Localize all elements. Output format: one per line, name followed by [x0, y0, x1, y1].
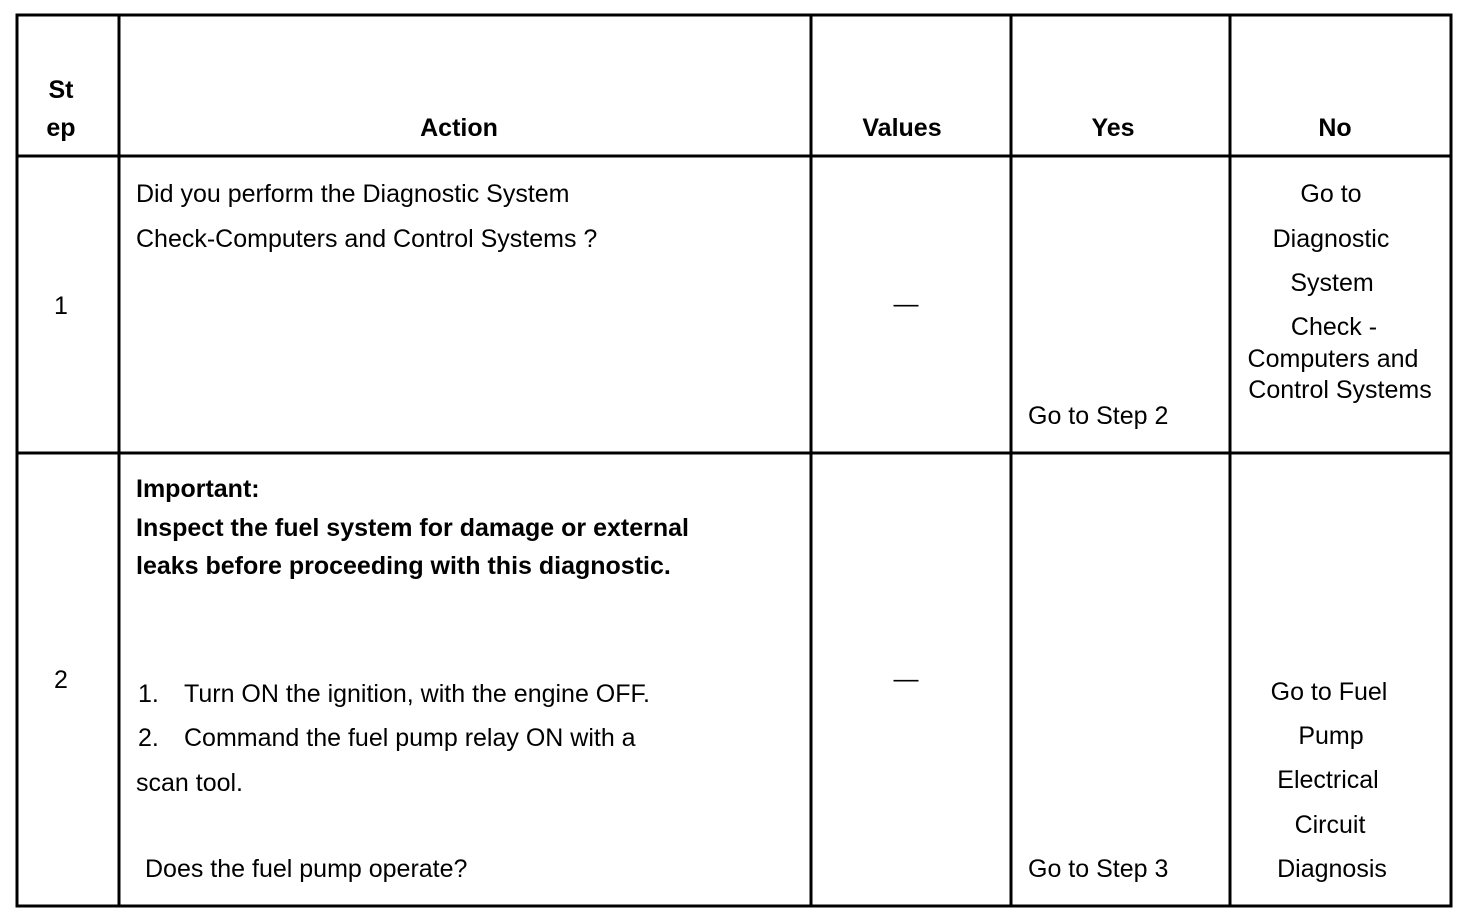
row2-important-label: Important:: [136, 475, 260, 503]
row1-no-line5[interactable]: Computers and: [1247, 345, 1419, 373]
row2-step2-text: Command the fuel pump relay ON with a: [184, 724, 636, 752]
row2-step1-number: 1.: [138, 680, 159, 708]
header-yes: Yes: [1091, 114, 1135, 142]
header-action: Action: [420, 114, 498, 142]
row1-yes[interactable]: Go to Step 2: [1028, 402, 1169, 430]
header-step-line1: St: [48, 76, 74, 104]
row2-step2-continuation: scan tool.: [136, 769, 244, 797]
row2-yes[interactable]: Go to Step 3: [1028, 855, 1169, 883]
row1-no-line6[interactable]: Control Systems: [1248, 376, 1432, 404]
row2-step2-number: 2.: [138, 724, 159, 752]
row2-no-line3[interactable]: Electrical: [1277, 766, 1379, 794]
row2-important-line2: leaks before proceeding with this diagnostic.: [136, 552, 671, 580]
row2-important-line1: Inspect the fuel system for damage or external: [136, 514, 689, 542]
row2-question: Does the fuel pump operate?: [145, 855, 468, 883]
row2-no-line4[interactable]: Circuit: [1294, 811, 1366, 839]
header-step-line2: ep: [46, 114, 76, 142]
header-no: No: [1318, 114, 1352, 142]
row1-action-line1: Did you perform the Diagnostic System: [136, 180, 570, 208]
row1-value: —: [893, 290, 919, 318]
row2-no-line5[interactable]: Diagnosis: [1277, 855, 1387, 883]
header-values: Values: [862, 114, 942, 142]
row2-step1-text: Turn ON the ignition, with the engine OFF.: [184, 680, 650, 708]
row2-step: 2: [54, 666, 68, 694]
row1-no-line3[interactable]: System: [1290, 269, 1374, 297]
row1-no-line1[interactable]: Go to: [1300, 180, 1362, 208]
row2-no-line2[interactable]: Pump: [1298, 722, 1364, 750]
row1-no-line2[interactable]: Diagnostic: [1272, 225, 1390, 253]
row2-no-line1[interactable]: Go to Fuel: [1270, 678, 1388, 706]
row1-step: 1: [54, 292, 68, 320]
row1-no-line4[interactable]: Check -: [1290, 313, 1378, 341]
row1-action-line2: Check-Computers and Control Systems ?: [136, 225, 598, 253]
row2-value: —: [893, 665, 919, 693]
